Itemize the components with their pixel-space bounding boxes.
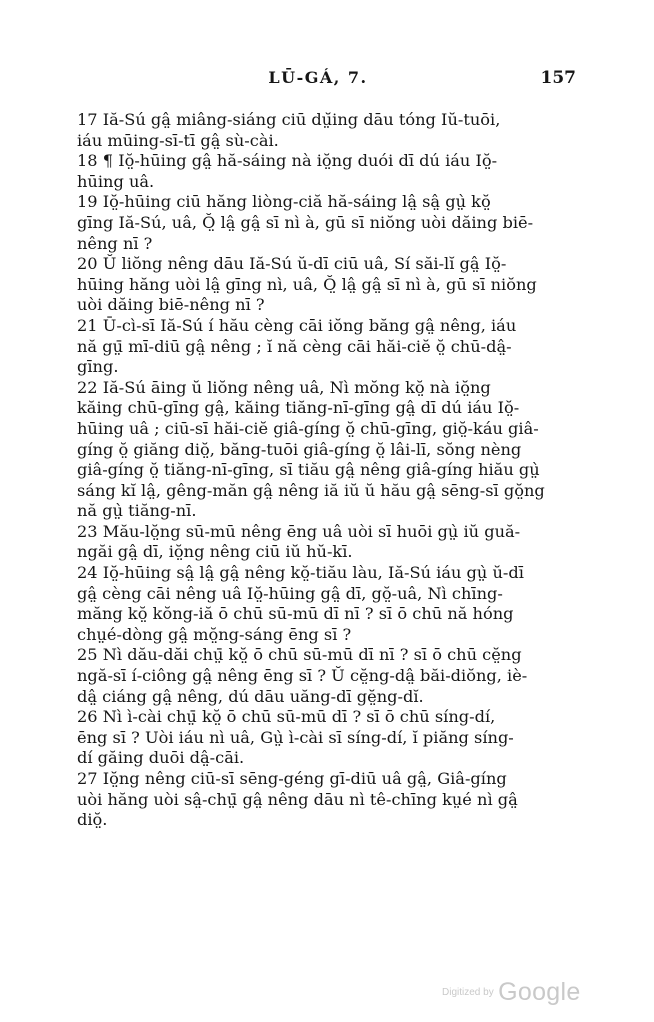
verse-first-line: 23 Mău-lŏ̤ng sū-mū nêng ēng uâ uòi sī huōi gṳ̀ iŭ guă- xyxy=(77,521,521,541)
google-watermark xyxy=(442,978,581,1008)
verse-continuation-line: ngă-sī í-ciông gâ̤ nêng ēng sī ? Ŭ cĕ̤ng-dâ̤ băi-diŏng, iè- xyxy=(77,666,528,686)
verse-continuation-line: iáu mūing-sī-tī gâ̤ sù-cài. xyxy=(77,130,279,150)
verse-continuation-line: gíng ŏ̤ giăng diŏ̤, băng-tuōi giâ-gíng ŏ̤ lâi-lī, sŏng nèng xyxy=(77,439,522,459)
verse-continuation-line: dâ̤ ciáng gâ̤ nêng, dú dāu uăng-dī gĕ̤ng-dĭ. xyxy=(77,686,424,706)
verse-continuation-line: gīng Iă-Sú, uâ, Ŏ̤ lâ̤ gâ̤ sī nì à, gū sī niŏng uòi dăing biē- xyxy=(77,212,534,232)
verse-first-line: 18 ¶ Iŏ̤-hūing gâ̤ hă-sáing nà iŏ̤ng duói dī dú iáu Iŏ̤- xyxy=(77,151,498,171)
verse-first-line: 24 Iŏ̤-hūing sâ̤ lâ̤ gâ̤ nêng kŏ̤-tiău làu, Iă-Sú iáu gṳ̀ ŭ-dī xyxy=(77,563,524,583)
verse-first-line: 21 Ū-cì-sī Iă-Sú í hău cèng cāi iŏng băng gâ̤ nêng, iáu xyxy=(77,315,517,335)
verse-continuation-line: gīng. xyxy=(77,357,119,377)
verse-continuation-line: nă gṳ̀ tiăng-nī. xyxy=(77,501,197,521)
page-number: 157 xyxy=(540,68,576,88)
verse-continuation-line: hūing hăng uòi lâ̤ gīng nì, uâ, Ŏ̤ lâ̤ gâ̤ sī nì à, gū sī niŏng xyxy=(77,274,537,294)
verse-continuation-line: dí găing duōi dâ̤-cāi. xyxy=(77,748,245,768)
verse-first-line: 17 Iă-Sú gâ̤ miâng-siáng ciū dṳ̆ing dāu tóng Iŭ-tuōi, xyxy=(77,110,501,129)
verse-first-line: 20 Ŭ liŏng nêng dāu Iă-Sú ŭ-dī ciū uâ, Sí săi-lĭ gâ̤ Iŏ̤- xyxy=(77,254,507,274)
verse-continuation-line: nă gṳ̄ mī-diū gâ̤ nêng ; ĭ nă cèng cāi hăi-ciĕ ŏ̤ chū-dâ̤- xyxy=(77,336,512,356)
body-text xyxy=(77,110,555,831)
verse-continuation-line: kăing chū-gīng gâ̤, kăing tiăng-nī-gīng gâ̤ dī dú iáu Iŏ̤- xyxy=(77,398,520,418)
verse-continuation-line: hūing uâ. xyxy=(77,171,155,191)
google-logo: Google xyxy=(498,978,581,1006)
verse-continuation-line: gâ̤ cèng cāi nêng uâ Iŏ̤-hūing gâ̤ dī, gŏ̤-uâ, Nì chīng- xyxy=(77,583,503,603)
verse-continuation-line: uòi hăng uòi sâ̤-chṳ̄ gâ̤ nêng dāu nì tê-chīng kṳé nì gâ̤ xyxy=(77,789,518,809)
verse-continuation-line: nêng nī ? xyxy=(77,233,153,253)
verse-first-line: 26 Nì ì-cài chṳ̄ kŏ̤ ō chū sū-mū dī ? sī ō chū síng-dí, xyxy=(77,707,496,727)
verse-first-line: 22 Iă-Sú āing ŭ liŏng nêng uâ, Nì mŏng kŏ̤ nà iŏ̤ng xyxy=(77,377,491,397)
running-title: LŪ-GÁ, 7. xyxy=(268,68,368,87)
verse-continuation-line: sáng kĭ lâ̤, gêng-măn gâ̤ nêng iă iŭ ŭ hău gâ̤ sēng-sī gŏ̤ng xyxy=(77,480,545,500)
verse-continuation-line: uòi dăing biē-nêng nī ? xyxy=(77,295,265,315)
verse-first-line: 19 Iŏ̤-hūing ciū hăng liòng-ciă hă-sáing lâ̤ sâ̤ gṳ̀ kŏ̤ xyxy=(77,192,491,212)
verse-first-line: 25 Nì dău-dăi chṳ̄ kŏ̤ ō chū sū-mū dī nī ? sī ō chū cĕ̤ng xyxy=(77,645,522,665)
page-header xyxy=(60,68,576,96)
verse-first-line: 27 Iŏ̤ng nêng ciū-sī sēng-géng gī-diū uâ gâ̤, Giâ-gíng xyxy=(77,769,507,788)
verse-continuation-line: măng kŏ̤ kŏng-iă ō chū sū-mū dī nī ? sī ō chū nă hóng xyxy=(77,604,514,624)
verse-continuation-line: chṳé-dòng gâ̤ mŏ̤ng-sáng ēng sī ? xyxy=(77,624,352,644)
verse-continuation-line: ngăi gâ̤ dī, iŏ̤ng nêng ciū iŭ hŭ-kī. xyxy=(77,542,353,562)
verse-continuation-line: diŏ̤. xyxy=(77,810,108,830)
verse-continuation-line: hūing uâ ; ciū-sī hăi-ciĕ giâ-gíng ŏ̤ chū-gīng, giŏ̤-káu giâ- xyxy=(77,418,539,438)
verse-continuation-line: ēng sī ? Uòi iáu nì uâ, Gṳ̀ ì-cài sī síng-dí, ĭ piăng síng- xyxy=(77,727,514,747)
watermark-prefix: Digitized by xyxy=(442,987,494,998)
verse-continuation-line: giâ-gíng ŏ̤ tiăng-nī-gīng, sī tiău gâ̤ nêng giâ-gíng hiău gṳ̀ xyxy=(77,460,540,480)
